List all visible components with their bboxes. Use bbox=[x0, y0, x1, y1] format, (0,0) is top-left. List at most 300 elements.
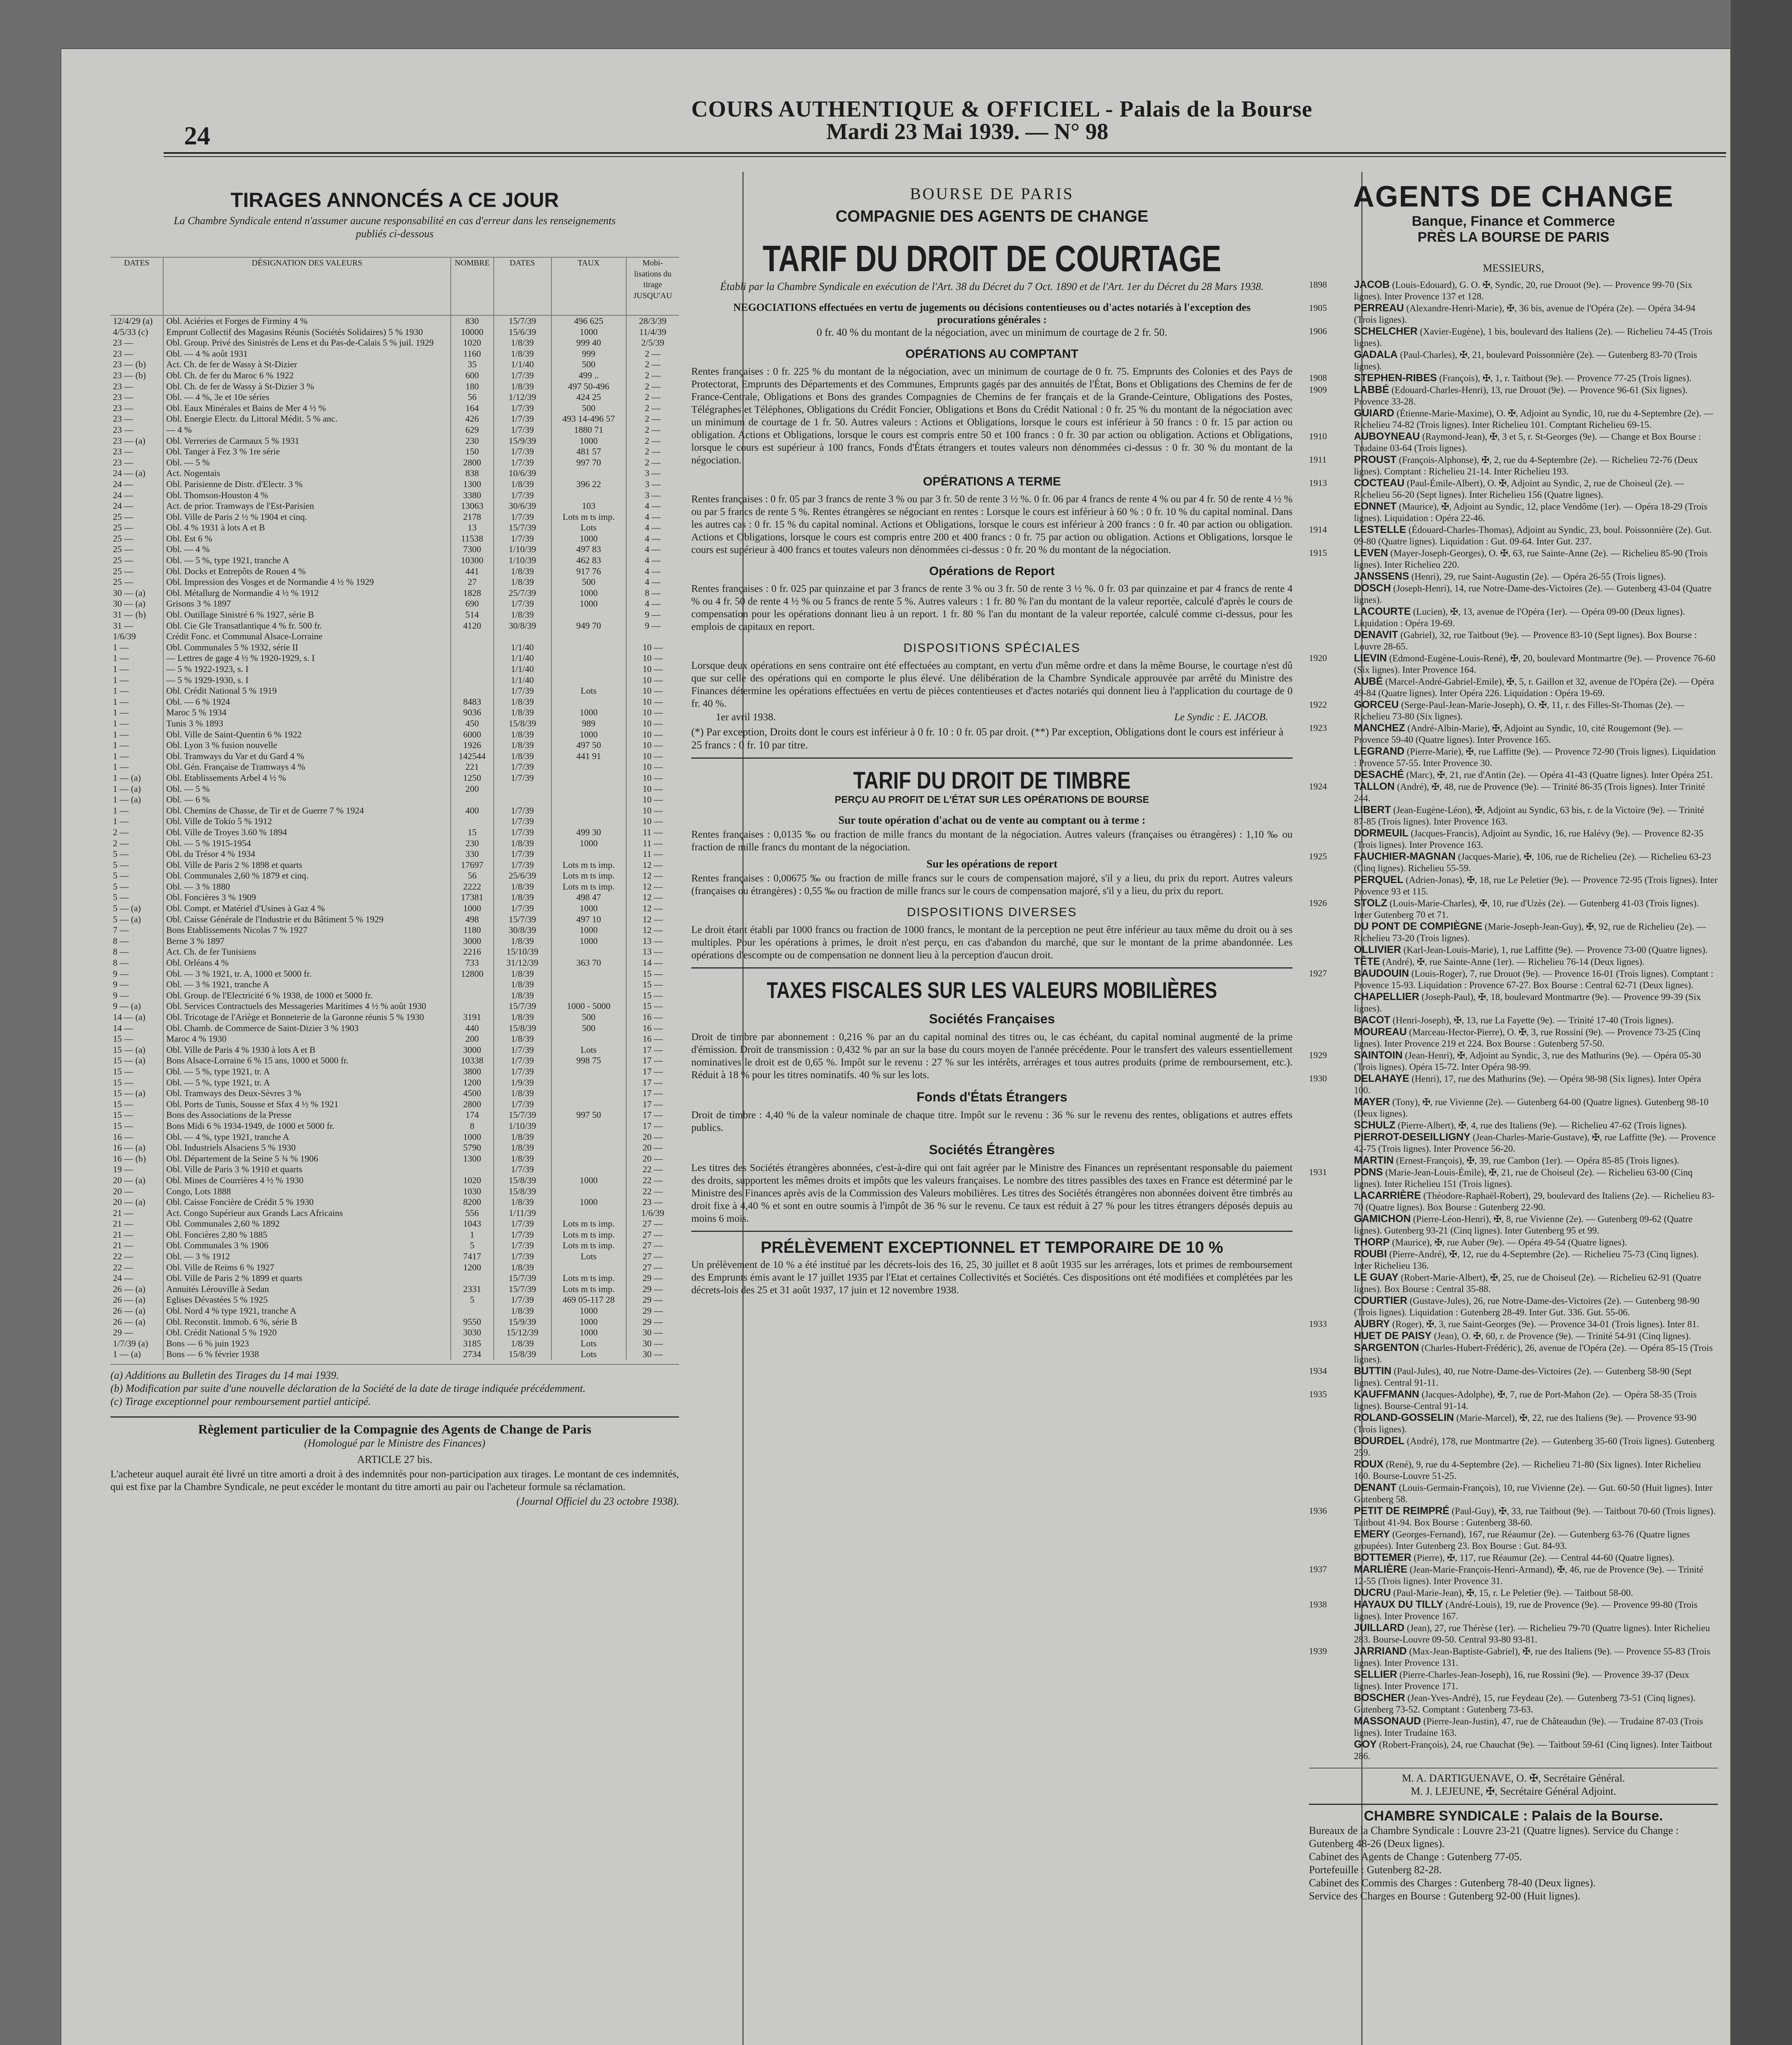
cell-mobilisation: 27 — bbox=[626, 1240, 679, 1251]
cell-remb-taux: 997 50 bbox=[551, 1110, 626, 1121]
cell-nombre: 1000 bbox=[451, 1132, 494, 1143]
timbre-op1: Sur toute opération d'achat ou de vente au comptant ou à terme : bbox=[838, 814, 1146, 826]
cell-nombre bbox=[451, 631, 494, 642]
cell-remb-taux: Lots m ts imp. bbox=[551, 1284, 626, 1295]
agent-entry bbox=[1309, 944, 1718, 956]
table-row bbox=[110, 501, 679, 512]
table-row bbox=[110, 925, 679, 936]
table-row bbox=[110, 468, 679, 479]
cell-mobilisation: 30 — bbox=[626, 1349, 679, 1360]
agent-details: (Théodore-Raphaël-Robert), 29, boulevard des Italiens (2e). — Richelieu 83-70 (Quatre lignes). Box Bourse : Gutenberg 22-90. bbox=[1354, 1191, 1715, 1212]
cell-nombre: 1828 bbox=[451, 588, 494, 599]
cell-mobilisation: 30 — bbox=[626, 1327, 679, 1338]
cell-remb-taux: 469 05-117 28 bbox=[551, 1294, 626, 1306]
agent-details: (Jean-Marie-François-Henri-Armand), ✠, 46, rue de Provence (9e). — Trinité 12-55 (Trois lignes). Inter Provence 31. bbox=[1354, 1564, 1704, 1586]
cell-remb-date: 15/8/39 bbox=[494, 1175, 551, 1186]
cell-remb-date: 1/8/39 bbox=[494, 729, 551, 740]
cell-remb-taux: 103 bbox=[551, 501, 626, 512]
cell-date: 23 — (b) bbox=[113, 359, 146, 370]
cell-date: 12/4/29 (a) bbox=[113, 316, 153, 326]
agent-name: SARGENTON bbox=[1354, 1342, 1419, 1353]
cell-nombre bbox=[451, 979, 494, 990]
cell-remb-taux: 997 70 bbox=[551, 457, 626, 468]
cell-remb-taux: Lots m ts imp. bbox=[551, 870, 626, 881]
cell-date: 23 — bbox=[113, 348, 133, 359]
cell-nombre bbox=[451, 642, 494, 653]
cell-mobilisation: 29 — bbox=[626, 1284, 679, 1295]
cell-remb-taux bbox=[551, 784, 626, 795]
cell-nombre: 15 bbox=[451, 827, 494, 838]
agent-name: COURTIER bbox=[1354, 1295, 1408, 1306]
cell-nombre: 2800 bbox=[451, 1099, 494, 1110]
cell-designation: Obl. — 3 % 1921, tr. A, 1000 et 5000 fr. bbox=[163, 969, 450, 980]
cell-nombre: 10300 bbox=[451, 555, 494, 566]
cell-remb-taux: 441 91 bbox=[551, 751, 626, 762]
cell-nombre: 56 bbox=[451, 392, 494, 403]
cell-date: 23 — bbox=[113, 446, 133, 457]
cell-nombre: 830 bbox=[451, 315, 494, 327]
agents-column bbox=[1309, 172, 1718, 2045]
cell-designation: Obl. Group. Privé des Sinistrés de Lens et du Pas-de-Calais 5 % juil. 1929 bbox=[163, 337, 450, 348]
cell-nombre: 4500 bbox=[451, 1088, 494, 1099]
cell-designation: Obl. — 5 % bbox=[163, 457, 450, 468]
cell-designation: Bons — 6 % février 1938 bbox=[163, 1349, 450, 1360]
table-row bbox=[110, 1121, 679, 1132]
table-row bbox=[110, 370, 679, 381]
cell-remb-date: 1/10/39 bbox=[494, 1121, 551, 1132]
cell-nombre: 8 bbox=[451, 1121, 494, 1132]
table-row bbox=[110, 642, 679, 653]
cell-remb-taux bbox=[551, 1077, 626, 1088]
table-row bbox=[110, 979, 679, 990]
cell-remb-taux bbox=[551, 1066, 626, 1077]
agent-details: (Pierre-Jean-Justin), 47, rue de Châteaudun (9e). — Trudaine 87-03 (Trois lignes). Inter Trudaine 163. bbox=[1354, 1716, 1703, 1738]
cell-mobilisation: 4 — bbox=[626, 544, 679, 555]
cell-designation: Obl. Ville de Tokio 5 % 1912 bbox=[163, 816, 450, 827]
cell-remb-taux: 1000 bbox=[551, 838, 626, 849]
cell-mobilisation: 10 — bbox=[626, 664, 679, 675]
agent-details: (Louis-Germain-François), 10, rue Vivienne (2e). — Gut. 60-50 (Huit lignes). Inter Gutenberg 58. bbox=[1354, 1483, 1713, 1504]
reglement-text: L'acheteur auquel aurait été livré un titre amorti a droit à des indemnités pour non-participation aux tirages. Le montant de ces indemnités, qui est fixe par la Chambre Syndicale, ne peut excéder le montant du titre amorti au pair ou l'acheteur formule sa réclamation. bbox=[110, 1469, 679, 1492]
cell-designation: Annuités Lérouville à Sedan bbox=[163, 1284, 450, 1295]
agent-details: (Adrien-Jonas), ✠, 18, rue Le Peletier (9e). — Provence 72-95 (Trois lignes). Inter Provence 93 et 115. bbox=[1354, 875, 1718, 897]
agent-details: (Jean-Charles-Marie-Gustave), ✠, rue Laffitte (9e). — Provence 42-75 (Trois lignes). Inter Provence 56-20. bbox=[1354, 1132, 1716, 1154]
cell-mobilisation: 2 — bbox=[626, 436, 679, 447]
cell-remb-taux bbox=[551, 664, 626, 675]
op-comptant-text: Rentes françaises : 0 fr. 225 % du montant de la négociation, avec un minimum de courtage de 0 fr. 75. Emprunts des Colonies et des Pays de Protectorat, Emprunts des Départements et des Communes, Emprunts gagés par des annuités de l'État, Bons et Obligations des Chemins de fer de France-Centrale, Obligations et Bons des grandes Compagnies de Chemins de fer français et de la Grande-Ceinture, Obligations des Postes, Télégraphes et Téléphones, Obligations du Crédit Foncier, Obligations et Bons du Crédit National : 0 fr. 25 % du montant de la négociation avec un minimum de courtage de 1 fr. 50. Autres valeurs : Actions et Obligations, lorsque le cours est inférieur à 50 francs : 0 fr. 15 par action ou obligation. Actions et Obligations, lorsque le cours est compris entre 50 et 100 francs : 0 fr. 30 par action ou obligation. Actions et Obligations, lorsque le cours est supérieur à 100 francs, Fonds d'États étrangers et toutes valeurs non dénommées ci-dessus : 0 fr. 30 % du montant de la négociation. bbox=[691, 366, 1293, 466]
agent-details: (Jacques-Adolphe), ✠, 7, rue de Port-Mahon (2e). — Opéra 58-35 (Trois lignes). Bourse-Central 91-14. bbox=[1354, 1389, 1697, 1411]
cell-designation: Obl. Orléans 4 % bbox=[163, 957, 450, 969]
tarif-courtage-title: TARIF DU DROIT DE COURTAGE bbox=[762, 238, 1221, 279]
agent-details: (Joseph-Henri), 14, rue Notre-Dame-des-Victoires (2e). — Gutenberg 43-04 (Quatre lignes). bbox=[1354, 583, 1712, 605]
agent-entry bbox=[1309, 629, 1718, 652]
table-row bbox=[110, 1055, 679, 1066]
cell-remb-date: 1/7/39 bbox=[494, 773, 551, 784]
cell-remb-taux: 500 bbox=[551, 403, 626, 414]
cell-remb-taux: Lots m ts imp. bbox=[551, 1240, 626, 1251]
cell-date: 15 — bbox=[113, 1099, 133, 1109]
cell-remb-date: 15/7/39 bbox=[494, 522, 551, 533]
table-row bbox=[110, 522, 679, 533]
agent-name: PIERROT-DESEILLIGNY bbox=[1354, 1131, 1470, 1143]
agent-entry bbox=[1309, 571, 1718, 582]
cell-remb-date: 1/7/39 bbox=[494, 1045, 551, 1056]
cell-remb-taux: Lots bbox=[551, 522, 626, 533]
cell-remb-taux: 1000 bbox=[551, 936, 626, 947]
cell-designation: Obl. Thomson-Houston 4 % bbox=[163, 490, 450, 501]
agent-details: (Xavier-Eugène), 1 bis, boulevard des Italiens (2e). — Richelieu 74-45 (Trois lignes). bbox=[1354, 326, 1713, 348]
table-row bbox=[110, 946, 679, 957]
agent-name: GADALA bbox=[1354, 349, 1398, 360]
cell-remb-date: 1/7/39 bbox=[494, 1099, 551, 1110]
cell-mobilisation: 16 — bbox=[626, 1034, 679, 1045]
agent-details: (Pierre-Albert), ✠, 4, rue des Italiens (9e). — Richelieu 47-62 (Trois lignes). bbox=[1398, 1120, 1687, 1130]
cell-designation: Bons — 6 % juin 1923 bbox=[163, 1338, 450, 1349]
agent-year: 1939 bbox=[1309, 1646, 1327, 1656]
agent-details: (Edouard-Charles-Henri), 13, rue Drouot (9e). — Provence 96-61 (Six lignes). Provence 33-28. bbox=[1354, 385, 1688, 407]
cell-date: 9 — bbox=[113, 968, 129, 979]
cell-mobilisation: 12 — bbox=[626, 881, 679, 892]
agent-name: ROUX bbox=[1354, 1458, 1384, 1470]
cell-nombre: 200 bbox=[451, 1034, 494, 1045]
agent-name: SELLIER bbox=[1354, 1669, 1397, 1680]
agent-name: BAUDOUIN bbox=[1354, 968, 1409, 979]
cell-nombre: 2800 bbox=[451, 457, 494, 468]
agent-entry bbox=[1309, 1528, 1718, 1552]
cell-remb-date: 1/9/39 bbox=[494, 1077, 551, 1088]
agent-name: MOUREAU bbox=[1354, 1026, 1407, 1038]
agent-entry bbox=[1309, 1096, 1718, 1119]
cell-nombre: 441 bbox=[451, 566, 494, 577]
table-row bbox=[110, 697, 679, 708]
agent-entry bbox=[1309, 1155, 1718, 1166]
cell-date: 15 — (a) bbox=[113, 1055, 146, 1066]
agent-details: (Louis-Edouard), G. O. ✠, Syndic, 20, rue Drouot (9e). — Provence 99-70 (Six lignes). Inter Provence 137 et 128. bbox=[1354, 280, 1693, 301]
table-row bbox=[110, 784, 679, 795]
cell-remb-date: 1/8/39 bbox=[494, 707, 551, 718]
cell-nombre: 2331 bbox=[451, 1284, 494, 1295]
agent-entry bbox=[1309, 1272, 1718, 1295]
cell-designation: Obl. Crédit National 5 % 1920 bbox=[163, 1327, 450, 1338]
cell-designation: Obl. du Trésor 4 % 1934 bbox=[163, 849, 450, 860]
cell-date: 15 — bbox=[113, 1034, 133, 1044]
cell-nombre: 1000 bbox=[451, 903, 494, 914]
table-row bbox=[110, 838, 679, 849]
cell-mobilisation: 11 — bbox=[626, 849, 679, 860]
table-row bbox=[110, 446, 679, 457]
cell-date: 15 — bbox=[113, 1077, 133, 1088]
agent-details: (Paul-Émile-Albert), O. ✠, Adjoint au Syndic, 2, rue de Choiseul (2e). — Richelieu 56-20 (Sept lignes). Inter Richelieu 156 (Quatre lignes). bbox=[1354, 478, 1684, 500]
agent-details: (Pierre), ✠, 117, rue Réaumur (2e). — Central 44-60 (Quatre lignes). bbox=[1414, 1553, 1675, 1563]
table-row bbox=[110, 870, 679, 881]
cell-mobilisation: 29 — bbox=[626, 1306, 679, 1317]
cell-remb-taux: 500 bbox=[551, 359, 626, 370]
agent-entry bbox=[1309, 804, 1718, 827]
cell-date: 23 — (b) bbox=[113, 370, 146, 380]
table-row bbox=[110, 588, 679, 599]
agent-name: MAYER bbox=[1354, 1096, 1390, 1108]
cell-designation: Bons des Associations de la Presse bbox=[163, 1110, 450, 1121]
cell-designation: Obl. Département de la Seine 5 ¾ % 1906 bbox=[163, 1153, 450, 1164]
cell-designation: Obl. Métallurg de Normandie 4 ½ % 1912 bbox=[163, 588, 450, 599]
agent-details: (Marceau-Hector-Pierre), O. ✠, 3, rue Rossini (9e). — Provence 73-25 (Cinq lignes). Inter Provence 219 et 224. Box Bourse : Gutenberg 57-50. bbox=[1354, 1027, 1700, 1049]
agent-name: PONS bbox=[1354, 1166, 1383, 1178]
agent-name: BUTTIN bbox=[1354, 1365, 1392, 1377]
op-report-text: Rentes françaises : 0 fr. 025 par quinzaine et par 3 francs de rente 3 % ou 3 fr. 50 de rente 3 ½ %. 0 fr. 03 par quinzaine et par 4 francs de rente 4 % ou 4 fr. 50 de rente 4 ½ % ou 5 francs de rente 5 %. Autres valeurs : 1 fr. 80 % l'an du montant de la valeur reportée, calculé d'après le cours de compensation pour les opérations donnant lieu à un report. 1 fr. 80 % l'an du montant de la valeur reportée, calculé comme ci-dessus, pour les emplois de capitaux en report. bbox=[691, 583, 1293, 632]
cell-remb-date: 1/7/39 bbox=[494, 1240, 551, 1251]
table-row bbox=[110, 903, 679, 914]
cell-remb-date: 30/8/39 bbox=[494, 620, 551, 631]
cell-mobilisation: 15 — bbox=[626, 990, 679, 1001]
agent-name: BOURDEL bbox=[1354, 1435, 1405, 1447]
table-row bbox=[110, 718, 679, 729]
fonds-text: Droit de timbre : 4,40 % de la valeur nominale de chaque titre. Impôt sur le revenu : 36 % sur le revenu des rentes, obligations et autres effets publics. bbox=[691, 1110, 1293, 1133]
table-row bbox=[110, 860, 679, 871]
agent-name: THORP bbox=[1354, 1236, 1390, 1248]
secretary-general: M. A. DARTIGUENAVE, O. ✠, Secrétaire Général. bbox=[1402, 1772, 1625, 1784]
cell-remb-taux bbox=[551, 1034, 626, 1045]
cell-nombre: 2216 bbox=[451, 946, 494, 957]
cell-remb-taux: 1000 bbox=[551, 436, 626, 447]
table-row bbox=[110, 1208, 679, 1219]
agent-name: JUILLARD bbox=[1354, 1622, 1405, 1634]
agent-details: (Henri), 29, rue Saint-Augustin (2e). — Opéra 26-55 (Trois lignes). bbox=[1411, 571, 1666, 582]
table-row bbox=[110, 1273, 679, 1284]
cell-mobilisation: 4 — bbox=[626, 522, 679, 533]
cell-mobilisation: 12 — bbox=[626, 903, 679, 914]
agent-details: (Jacques-Francis), Adjoint au Syndic, 16, rue Halévy (9e). — Provence 82-35 (Trois lignes). Inter Provence 163. bbox=[1354, 828, 1704, 850]
cell-nombre: 440 bbox=[451, 1023, 494, 1034]
agent-details: (Marc), ✠, 21, rue d'Antin (2e). — Opéra 41-43 (Quatre lignes). Inter Opéra 251. bbox=[1406, 770, 1713, 780]
agent-entry bbox=[1309, 956, 1718, 968]
cell-nombre: 4120 bbox=[451, 620, 494, 631]
cell-remb-taux: 1000 bbox=[551, 1327, 626, 1338]
cell-date: 8 — bbox=[113, 935, 129, 946]
cell-date: 1 — (a) bbox=[113, 1349, 141, 1360]
cell-remb-date: 30/6/39 bbox=[494, 501, 551, 512]
cell-remb-taux: Lots m ts imp. bbox=[551, 1218, 626, 1229]
table-row bbox=[110, 1186, 679, 1197]
cell-mobilisation: 13 — bbox=[626, 936, 679, 947]
agent-details: (Jean), 27, rue Thérèse (1er). — Richelieu 79-70 (Quatre lignes). Inter Richelieu 283. Bourse-Louvre 09-50. Central 93-80 93-81. bbox=[1354, 1623, 1710, 1645]
cell-remb-date: 1/8/39 bbox=[494, 838, 551, 849]
agent-year: 1935 bbox=[1309, 1389, 1327, 1399]
cell-nombre: 3380 bbox=[451, 490, 494, 501]
agent-entry bbox=[1309, 781, 1718, 804]
cell-date: 9 — (a) bbox=[113, 1001, 141, 1011]
table-row bbox=[110, 653, 679, 664]
cell-remb-taux bbox=[551, 1153, 626, 1164]
cell-remb-date: 1/7/39 bbox=[494, 762, 551, 773]
col-nombre: NOMBRE bbox=[451, 257, 494, 315]
table-row bbox=[110, 805, 679, 816]
cell-nombre bbox=[451, 685, 494, 697]
cell-remb-taux bbox=[551, 1099, 626, 1110]
agent-name: CHAPELLIER bbox=[1354, 991, 1419, 1002]
agent-entry bbox=[1309, 1014, 1718, 1026]
cell-designation: Obl. — 3 % 1912 bbox=[163, 1251, 450, 1262]
cell-mobilisation: 17 — bbox=[626, 1055, 679, 1066]
table-row bbox=[110, 1229, 679, 1240]
agent-details: (Ernest-François), ✠, 39, rue Cambon (1er). — Opéra 85-85 (Trois lignes). bbox=[1396, 1155, 1680, 1166]
agent-year: 1913 bbox=[1309, 478, 1327, 488]
agent-name: JARRIAND bbox=[1354, 1645, 1407, 1657]
cell-designation: Obl. Est 6 % bbox=[163, 533, 450, 544]
cell-remb-date: 1/7/39 bbox=[494, 827, 551, 838]
agent-entry bbox=[1309, 1669, 1718, 1692]
cell-remb-taux bbox=[551, 969, 626, 980]
agent-name: LACARRIÈRE bbox=[1354, 1190, 1421, 1201]
cell-remb-taux bbox=[551, 1164, 626, 1175]
agent-name: KAUFFMANN bbox=[1354, 1389, 1419, 1400]
cell-date: 20 — bbox=[113, 1186, 133, 1196]
cell-remb-date: 1/7/39 bbox=[494, 413, 551, 425]
agent-entry bbox=[1309, 897, 1718, 921]
cell-remb-taux bbox=[551, 468, 626, 479]
cell-date: 25 — bbox=[113, 555, 133, 566]
agent-name: EMERY bbox=[1354, 1528, 1390, 1540]
agent-details: (Raymond-Jean), ✠, 3 et 5, r. St-Georges (9e). — Change et Box Bourse : Trudaine 03-64 (Trois lignes). bbox=[1354, 431, 1701, 453]
op-report-title: Opérations de Report bbox=[929, 564, 1055, 578]
cell-nombre: 200 bbox=[451, 784, 494, 795]
cell-nombre: 450 bbox=[451, 718, 494, 729]
cell-remb-taux: Lots bbox=[551, 1045, 626, 1056]
cell-remb-date: 1/8/39 bbox=[494, 881, 551, 892]
agent-entry bbox=[1309, 1692, 1718, 1715]
cell-remb-taux: 999 bbox=[551, 348, 626, 360]
cell-mobilisation: 2 — bbox=[626, 381, 679, 392]
cell-remb-taux: 999 40 bbox=[551, 337, 626, 348]
cell-remb-date: 1/8/39 bbox=[494, 566, 551, 577]
cell-remb-date: 15/7/39 bbox=[494, 1001, 551, 1012]
agent-details: (Maurice), ✠, Adjoint au Syndic, 12, place Vendôme (1er). — Opéra 18-29 (Trois lignes). Liquidation : Opéra 22-46. bbox=[1354, 501, 1708, 523]
cell-mobilisation: 9 — bbox=[626, 609, 679, 620]
cell-designation: Obl. — 4 %, 3e et 10e séries bbox=[163, 392, 450, 403]
cell-mobilisation: 10 — bbox=[626, 773, 679, 784]
cell-mobilisation: 8 — bbox=[626, 588, 679, 599]
agent-details: (Robert-François), 24, rue Chauchat (9e). — Taitbout 59-61 (Cinq lignes). Inter Taitbout 286. bbox=[1354, 1739, 1712, 1761]
cell-designation: Act. Ch. de fer Tunisiens bbox=[163, 946, 450, 957]
cell-mobilisation: 2 — bbox=[626, 457, 679, 468]
cell-mobilisation: 10 — bbox=[626, 794, 679, 805]
cell-mobilisation: 22 — bbox=[626, 1186, 679, 1197]
cell-remb-taux: 1000 bbox=[551, 707, 626, 718]
cell-remb-date: 1/8/39 bbox=[494, 1132, 551, 1143]
cell-nombre: 1030 bbox=[451, 1186, 494, 1197]
cell-remb-taux: 424 25 bbox=[551, 392, 626, 403]
timbre-op1-text: Rentes françaises : 0,0135 ‰ ou fraction de mille francs du montant de la négociation. Autres valeurs (françaises ou étrangères) : 1,10 ‰ ou fraction de mille francs du montant de la négociation. bbox=[691, 829, 1293, 853]
cell-remb-taux bbox=[551, 675, 626, 686]
cell-date: 23 — bbox=[113, 402, 133, 413]
agent-details: (Maurice), ✠, rue Auber (9e). — Opéra 49-54 (Quatre lignes). bbox=[1392, 1237, 1627, 1247]
cell-remb-date: 1/8/39 bbox=[494, 1306, 551, 1317]
agent-details: (Lucien), ✠, 13, avenue de l'Opéra (1er). — Opéra 09-00 (Deux lignes). Liquidation : Opéra 19-69. bbox=[1354, 607, 1685, 628]
cell-date: 31 — bbox=[113, 620, 133, 631]
cell-designation: Act. Nogentais bbox=[163, 468, 450, 479]
cell-remb-date: 1/7/39 bbox=[494, 370, 551, 381]
cell-designation: Obl. — 4 % août 1931 bbox=[163, 348, 450, 360]
cell-remb-taux bbox=[551, 990, 626, 1001]
taxes-title: TAXES FISCALES SUR LES VALEURS MOBILIÈRES bbox=[767, 977, 1217, 1003]
cell-nombre: 12800 bbox=[451, 969, 494, 980]
cell-remb-date: 1/8/39 bbox=[494, 479, 551, 490]
cell-remb-taux: 989 bbox=[551, 718, 626, 729]
cell-nombre: 10338 bbox=[451, 1055, 494, 1066]
cell-nombre: 17381 bbox=[451, 892, 494, 903]
table-row bbox=[110, 403, 679, 414]
cell-remb-taux bbox=[551, 1208, 626, 1219]
agent-details: (Paul-Guy), ✠, 33, rue Taitbout (9e). — Taitbout 70-60 (Trois lignes). Taitbout 41-94. Box Bourse : Gutenberg 38-60. bbox=[1354, 1506, 1716, 1528]
agent-details: (Paul-Marie-Jean), ✠, 15, r. Le Peletier (9e). — Taitbout 58-00. bbox=[1393, 1588, 1633, 1598]
chambre-line: Portefeuille : Gutenberg 82-28. bbox=[1309, 1864, 1442, 1876]
cell-mobilisation: 11 — bbox=[626, 838, 679, 849]
cell-date: 24 — bbox=[113, 501, 133, 511]
cell-nombre: 1043 bbox=[451, 1218, 494, 1229]
agents-sub1: Banque, Finance et Commerce bbox=[1412, 213, 1615, 229]
cell-mobilisation: 4 — bbox=[626, 598, 679, 609]
agent-details: (Marie-Marcel), ✠, 22, rue des Italiens (9e). — Provence 93-90 (Trois lignes). bbox=[1354, 1413, 1697, 1434]
cell-remb-date: 1/8/39 bbox=[494, 740, 551, 751]
agent-details: (Robert-Marie-Albert), ✠, 25, rue de Choiseul (2e). — Richelieu 62-91 (Quatre lignes). Box Bourse : Central 35-88. bbox=[1354, 1272, 1702, 1294]
cell-mobilisation: 29 — bbox=[626, 1294, 679, 1306]
agent-entry bbox=[1309, 1645, 1718, 1669]
cell-remb-taux: 917 76 bbox=[551, 566, 626, 577]
cell-remb-date: 15/10/39 bbox=[494, 946, 551, 957]
cell-date: 23 — bbox=[113, 457, 133, 467]
cell-remb-taux: 1000 bbox=[551, 533, 626, 544]
agent-year: 1920 bbox=[1309, 653, 1327, 663]
cell-designation: Obl. Services Contractuels des Messageries Maritimes 4 ½ % août 1930 bbox=[163, 1001, 450, 1012]
cell-date: 1 — bbox=[113, 762, 129, 772]
cell-date: 24 — bbox=[113, 490, 133, 500]
table-row bbox=[110, 1099, 679, 1110]
cell-designation: Obl. Nord 4 % type 1921, tranche A bbox=[163, 1306, 450, 1317]
agent-entry bbox=[1309, 1622, 1718, 1645]
agent-details: (Georges-Fernand), 167, rue Réaumur (2e). — Gutenberg 63-76 (Quatre lignes groupées). Inter Gutenberg 23. Box Bourse : Gut. 84-93. bbox=[1354, 1529, 1690, 1551]
cell-nombre: 8200 bbox=[451, 1197, 494, 1208]
agent-details: (Henri-Joseph), ✠, 13, rue La Fayette (9e). — Trinité 17-40 (Trois lignes). bbox=[1392, 1015, 1674, 1025]
cell-mobilisation: 2 — bbox=[626, 392, 679, 403]
cell-designation: Bons Alsace-Lorraine 6 % 15 ans, 1000 et 5000 fr. bbox=[163, 1055, 450, 1066]
cell-remb-taux: 500 bbox=[551, 1012, 626, 1023]
nego-intro: NEGOCIATIONS effectuées en vertu de jugements ou décisions contentieuses ou d'actes notariés à l'exception des procurations générales : bbox=[733, 301, 1251, 326]
cell-mobilisation: 17 — bbox=[626, 1110, 679, 1121]
cell-date: 7 — bbox=[113, 925, 129, 935]
cell-mobilisation: 3 — bbox=[626, 479, 679, 490]
agent-name: DOSCH bbox=[1354, 582, 1391, 594]
cell-nombre bbox=[451, 675, 494, 686]
tirages-column bbox=[110, 172, 679, 2045]
agent-details: (André-Albin-Marie), ✠, Adjoint au Syndic, 10, cité Rougemont (9e). — Provence 59-40 (Quatre lignes). Inter Provence 165. bbox=[1354, 723, 1683, 745]
cell-designation: Obl. Reconstit. Immob. 6 %, série B bbox=[163, 1317, 450, 1328]
op-terme-text: Rentes françaises : 0 fr. 05 par 3 francs de rente 3 % ou par 3 fr. 50 de rente 3 ½ %. 0 fr. 06 par 4 francs de rente 4 % ou par 4 fr. 50 de rente 4 ½ % ou par 5 francs de rente 5 %. Rentes étrangères se négociant en rentes : Lorsque le cours est inférieur à 60 % : 0 fr. 10 % du capital nominal. Dans les autres cas : 0 fr. 15 % du capital nominal. Actions et Obligations, lorsque le cours est inférieur à 200 francs : 0 fr. 40 par action ou obligation. Actions et Obligations, lorsque le cours est compris entre 200 et 400 francs : 0 fr. 75 par action ou obligation. Actions et Obligations, lorsque le cours est supérieur à 400 francs et toutes valeurs non dénommées ci-dessus : 0 fr. 20 % du montant de la négociation. bbox=[691, 494, 1293, 555]
cell-remb-date: 1/8/39 bbox=[494, 969, 551, 980]
cell-nombre bbox=[451, 1164, 494, 1175]
cell-designation: Obl. Ville de Saint-Quentin 6 % 1922 bbox=[163, 729, 450, 740]
cell-remb-date: 1/8/39 bbox=[494, 990, 551, 1001]
cell-date: 25 — bbox=[113, 566, 133, 576]
agent-name: STEPHEN-RIBES bbox=[1354, 372, 1437, 384]
cell-date: 23 — bbox=[113, 413, 133, 424]
agent-entry bbox=[1309, 827, 1718, 851]
table-row bbox=[110, 1240, 679, 1251]
cell-remb-date: 1/8/39 bbox=[494, 979, 551, 990]
agent-name: HUET DE PAISY bbox=[1354, 1330, 1432, 1342]
soc-etr-title: Sociétés Étrangères bbox=[929, 1142, 1055, 1157]
cell-remb-taux: 499 .. bbox=[551, 370, 626, 381]
cell-nombre: 6000 bbox=[451, 729, 494, 740]
cell-remb-date: 15/8/39 bbox=[494, 1186, 551, 1197]
